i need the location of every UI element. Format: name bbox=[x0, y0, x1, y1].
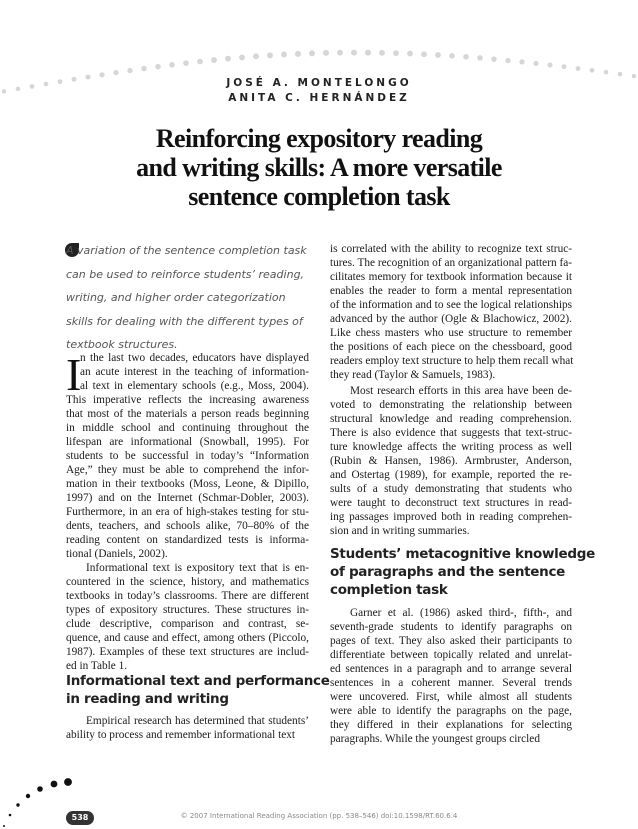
text-line: Furthermore, in an era of high-stakes testing for stu- bbox=[66, 506, 309, 518]
text-line: the positions of each piece on the chessboard, good bbox=[330, 341, 572, 353]
section-heading-line: Students’ metacognitive knowledge bbox=[330, 546, 595, 562]
abstract-line: can be used to reinforce students’ reading, bbox=[66, 267, 305, 281]
text-line: voted to demonstrating the relationship between bbox=[330, 399, 572, 411]
text-line: seventh-grade students to identify paragraphs on bbox=[330, 621, 572, 633]
text-line: and Ostertag (1989), for example, reported the re- bbox=[330, 469, 572, 481]
abstract-line: skills for dealing with the different types of bbox=[66, 314, 303, 328]
text-line: that most of the materials a person reads beginning bbox=[66, 408, 309, 420]
text-line: pages of text. They also asked their participants to bbox=[330, 635, 572, 647]
text-line: ture knowledge affects the writing process as well bbox=[330, 441, 572, 453]
text-line: This imperative reflects the increasing awareness bbox=[66, 394, 309, 406]
text-line: Age,” they must be able to comprehend the infor- bbox=[66, 464, 309, 476]
text-line: textbooks in today’s classrooms. There are different bbox=[66, 590, 309, 602]
text-line: 1997) and on the Internet (Schmar-Dobler, 2003). bbox=[66, 492, 309, 504]
text-line: types of expository structures. These structures in- bbox=[66, 604, 309, 616]
text-line: mation in their textbooks (Moss, Leone, & Dipillo, bbox=[66, 478, 309, 490]
text-line: lifespan are informational (Snowball, 1995). For bbox=[66, 436, 309, 448]
author-1: JOSÉ A. MONTELONGO bbox=[226, 77, 412, 89]
text-line: sults of a study demonstrating that students who bbox=[330, 483, 572, 495]
text-line: differentiate between topically related and unrelat- bbox=[330, 649, 572, 661]
text-line: clude descriptive, comparison and contrast, se- bbox=[66, 618, 309, 630]
text-line: sentences in a coherent manner. Several trends bbox=[330, 677, 572, 689]
section-heading-line: of paragraphs and the sentence bbox=[330, 564, 566, 580]
title-line: Reinforcing expository reading bbox=[155, 124, 483, 153]
text-line: they differed in their explanations for selecting bbox=[330, 719, 572, 731]
text-line: cilitates memory for textbook information because it bbox=[330, 271, 572, 283]
text-line: reading content on standardized tests is informa- bbox=[66, 534, 309, 546]
text-line: ability to process and remember informational text bbox=[66, 729, 296, 741]
text-line: readers employ text structure to help them recall what bbox=[330, 355, 574, 367]
text-line: tures. The recognition of an organizational pattern fa- bbox=[330, 257, 572, 269]
text-line: students to be successful in today’s “Information bbox=[66, 450, 309, 462]
section-heading-line: in reading and writing bbox=[66, 691, 229, 707]
text-line: tional (Daniels, 2002). bbox=[66, 548, 168, 560]
title-line: sentence completion task bbox=[188, 182, 450, 211]
text-line: quence, and cause and effect, among others (Piccolo, bbox=[66, 632, 309, 644]
text-line: in middle school and continuing throughout the bbox=[66, 422, 309, 434]
text-line: Garner et al. (1986) asked third-, fifth-, and bbox=[350, 607, 572, 619]
section-heading-line: completion task bbox=[330, 582, 448, 598]
text-line: ing passages improved both in reading comprehen- bbox=[330, 511, 572, 523]
text-line: enables the reader to form a mental representation bbox=[330, 285, 572, 297]
text-line: 1987). Examples of these text structures are includ- bbox=[66, 646, 309, 658]
text-line: were uncovered. First, while almost all students bbox=[330, 691, 572, 703]
text-line: were able to identify the paragraphs on the page, bbox=[330, 705, 572, 717]
text-line: structural knowledge and reading comprehension. bbox=[330, 413, 572, 425]
text-line: were taught to deconstruct text structures in read- bbox=[330, 497, 572, 509]
text-line: al text in elementary schools (e.g., Moss, 2004). bbox=[80, 380, 309, 392]
text-line: is correlated with the ability to recognize text struc- bbox=[330, 243, 572, 255]
text-line: (Rubin & Hansen, 1986). Armbruster, Anderson, bbox=[330, 455, 572, 467]
text-line: ed sentences in a paragraph and to arrange several bbox=[330, 663, 572, 675]
section-heading-line: Informational text and performance bbox=[66, 673, 330, 689]
text-line: they read (Taylor & Samuels, 1983). bbox=[330, 369, 496, 381]
text-line: countered in the science, history, and mathematics bbox=[66, 576, 309, 588]
text-line: Empirical research has determined that students’ bbox=[86, 715, 309, 727]
text-line: an acute interest in the teaching of information- bbox=[80, 366, 309, 378]
text-line: dents, teachers, and schools alike, 70–80% of the bbox=[66, 520, 309, 532]
text-line: There is also evidence that suggests that text-struc- bbox=[330, 427, 572, 439]
page-number: 538 bbox=[66, 811, 94, 825]
text-line: advanced by the author (Ogle & Blachowicz, 2002). bbox=[330, 313, 572, 325]
text-line: of the information and to see the logical relationships bbox=[330, 299, 572, 311]
text-line: paragraphs. While the youngest groups circled bbox=[330, 733, 540, 745]
text-line: Informational text is expository text that is en- bbox=[86, 562, 309, 574]
abstract-line: textbook structures. bbox=[66, 338, 178, 351]
text-line: Most research efforts in this area have been de- bbox=[350, 385, 572, 397]
text-line: sion and in writing summaries. bbox=[330, 525, 470, 537]
text-line: Like chess masters who use structure to remember bbox=[330, 327, 572, 339]
abstract-line: writing, and higher order categorization bbox=[66, 291, 286, 304]
text-line: n the last two decades, educators have displayed bbox=[80, 352, 309, 364]
author-2: ANITA C. HERNÁNDEZ bbox=[228, 92, 410, 104]
title-line: and writing skills: A more versatile bbox=[136, 153, 502, 182]
footer-citation: © 2007 International Reading Association (pp. 538–546) doi:10.1598/RT.60.6.4 bbox=[180, 812, 458, 820]
article-title bbox=[60, 124, 578, 211]
drop-cap: I bbox=[66, 349, 82, 400]
abstract-line: A variation of the sentence completion task bbox=[66, 244, 307, 257]
text-line: ed in Table 1. bbox=[66, 660, 128, 672]
